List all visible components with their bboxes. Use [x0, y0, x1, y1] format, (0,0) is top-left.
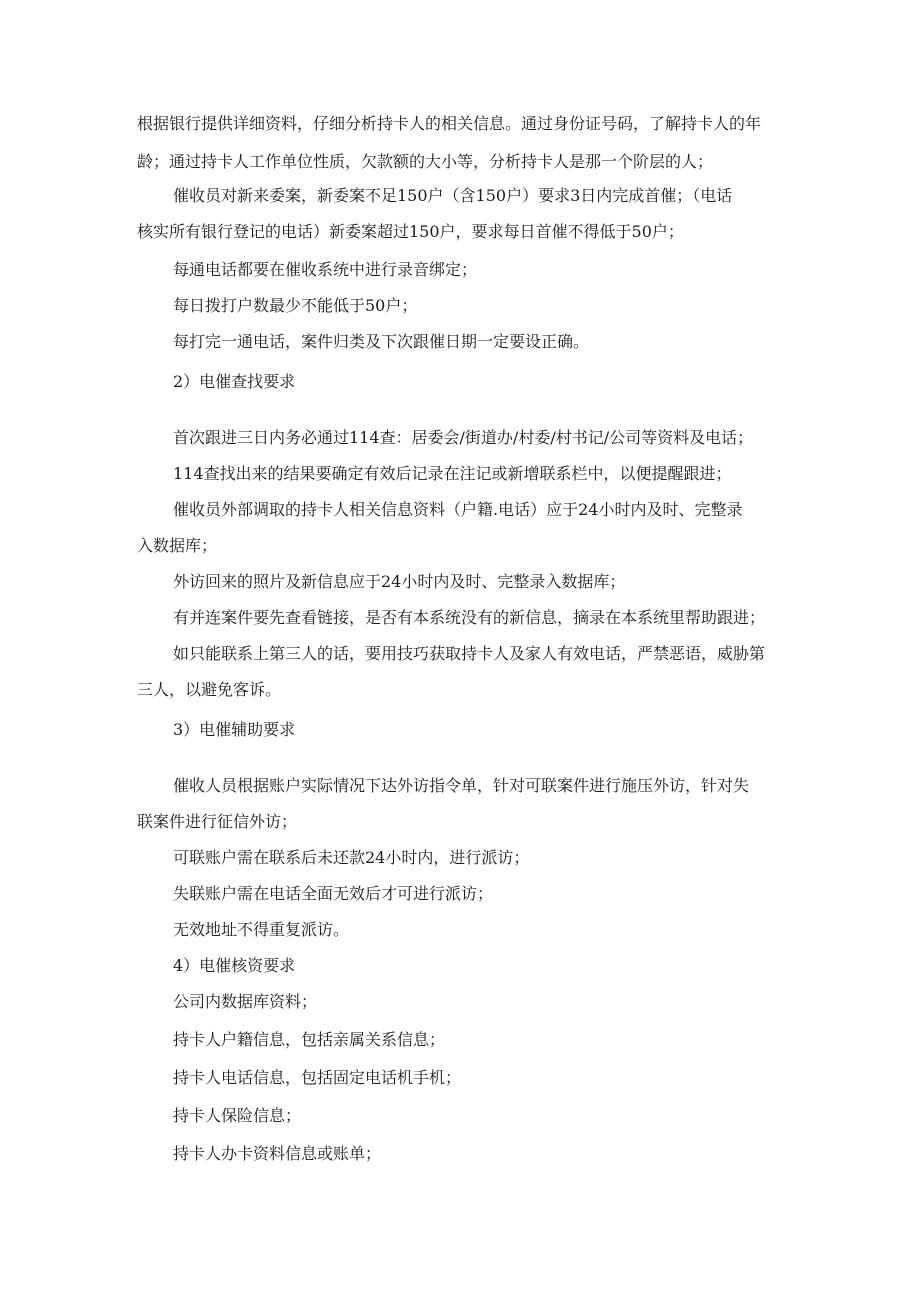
paragraph-line: 可联账户需在联系后未还款24小时内，进行派访；: [173, 848, 530, 867]
paragraph-line: 催收员外部调取的持卡人相关信息资料（户籍.电话）应于24小时内及时、完整录: [173, 500, 743, 519]
paragraph-line: 持卡人办卡资料信息或账单；: [173, 1144, 382, 1163]
paragraph-line: 外访回来的照片及新信息应于24小时内及时、完整录入数据库；: [173, 572, 626, 591]
paragraph-line: 114查找出来的结果要确定有效后记录在注记或新增联系栏中，以便提醒跟进；: [173, 464, 732, 483]
paragraph-line: 催收人员根据账户实际情况下达外访指令单，针对可联案件进行施压外访，针对失: [173, 776, 750, 795]
paragraph-line: 失联账户需在电话全面无效后才可进行派访；: [173, 884, 494, 903]
paragraph-line: 龄；通过持卡人工作单位性质，欠款额的大小等，分析持卡人是那一个阶层的人；: [137, 152, 714, 171]
paragraph-line: 有并连案件要先查看链接，是否有本系统没有的新信息，摘录在本系统里帮助跟进；: [173, 608, 766, 627]
paragraph-line: 根据银行提供详细资料，仔细分析持卡人的相关信息。通过身份证号码，了解持卡人的年: [137, 114, 762, 133]
section-heading-4: 4）电催核资要求: [173, 956, 296, 975]
section-heading-2: 2）电催查找要求: [173, 372, 296, 391]
paragraph-line: 持卡人电话信息，包括固定电话机手机；: [173, 1068, 462, 1087]
paragraph-line: 如只能联系上第三人的话，要用技巧获取持卡人及家人有效电话，严禁恶语，威胁第: [173, 644, 766, 663]
paragraph-line: 无效地址不得重复派访。: [173, 920, 350, 939]
paragraph-line: 首次跟进三日内务必通过114查：居委会/街道办/村委/村书记/公司等资料及电话；: [173, 428, 754, 447]
paragraph-line: 持卡人户籍信息，包括亲属关系信息；: [173, 1030, 446, 1049]
paragraph-line: 公司内数据库资料；: [173, 992, 318, 1011]
paragraph-line: 三人，以避免客诉。: [137, 680, 282, 699]
paragraph-line: 每日拨打户数最少不能低于50户；: [173, 296, 418, 315]
paragraph-line: 核实所有银行登记的电话）新委案超过150户，要求每日首催不得低于50户；: [137, 222, 684, 241]
paragraph-line: 入数据库；: [137, 536, 218, 555]
paragraph-line: 联案件进行征信外访；: [137, 812, 298, 831]
paragraph-line: 持卡人保险信息；: [173, 1106, 302, 1125]
section-heading-3: 3）电催辅助要求: [173, 720, 296, 739]
paragraph-line: 每打完一通电话，案件归类及下次跟催日期一定要设正确。: [173, 332, 590, 351]
paragraph-line: 催收员对新来委案，新委案不足150户（含150户）要求3日内完成首催；（电话: [173, 186, 733, 205]
paragraph-line: 每通电话都要在催收系统中进行录音绑定；: [173, 260, 478, 279]
